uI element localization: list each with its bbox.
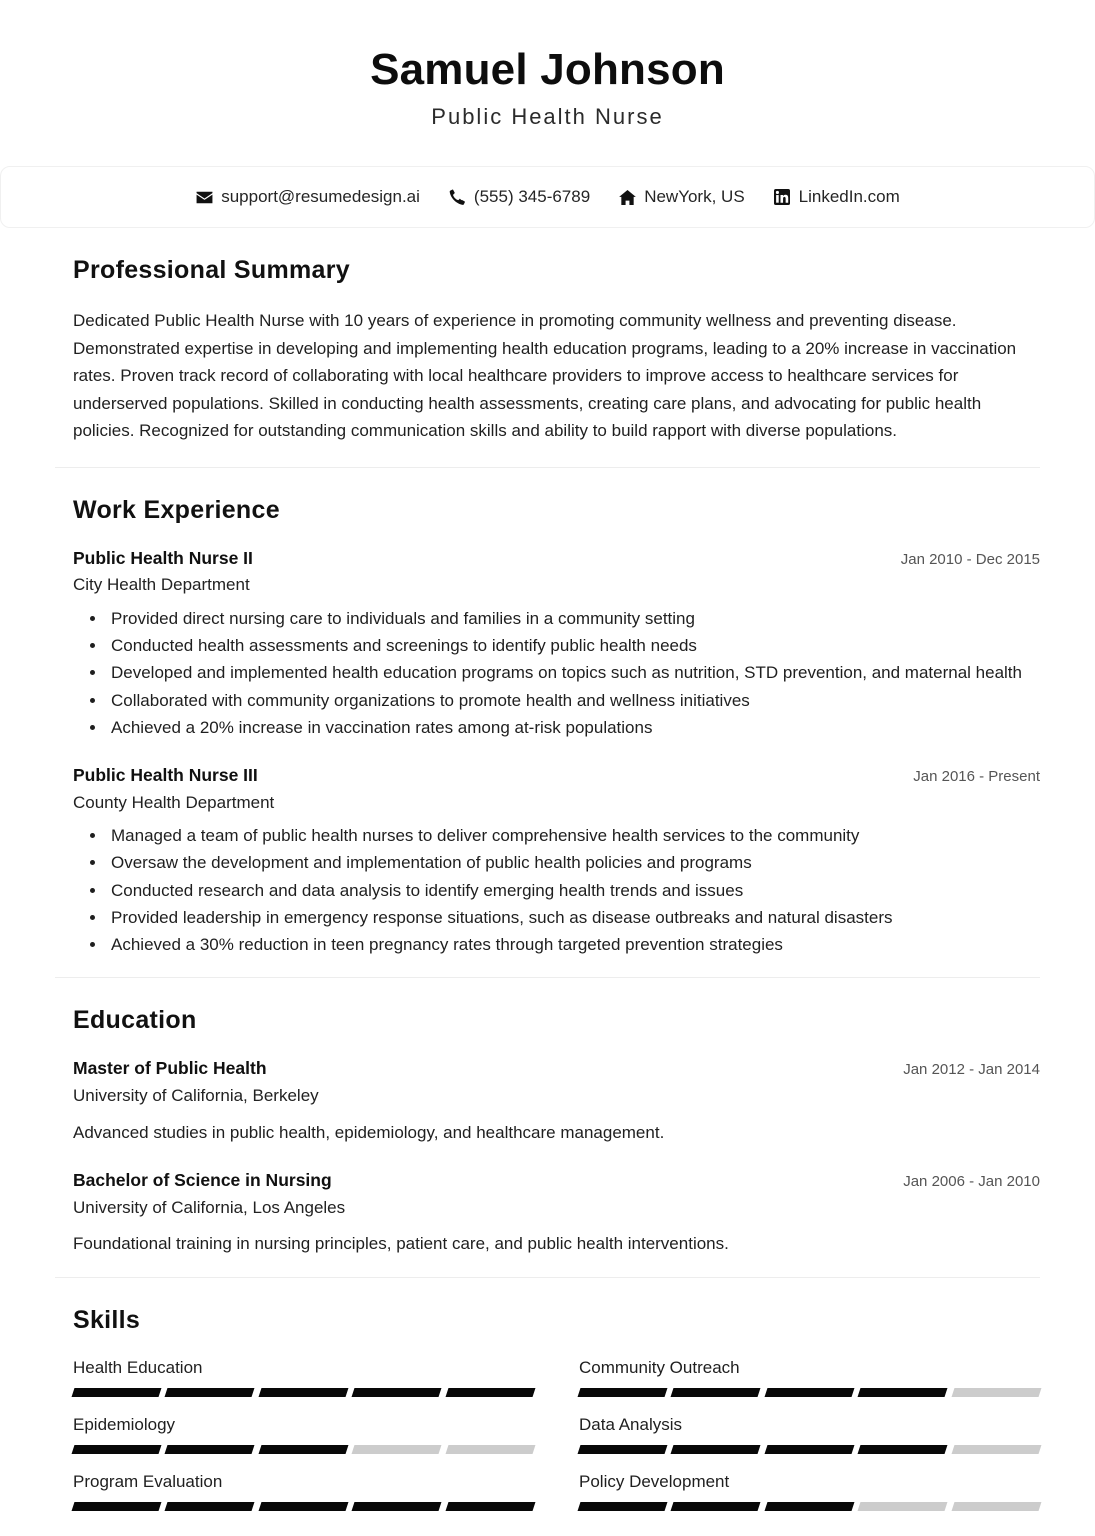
education-entry-list xyxy=(55,1057,1040,1257)
skill-item xyxy=(73,1414,534,1454)
skill-rating-segment xyxy=(72,1388,162,1397)
skill-item xyxy=(73,1471,534,1511)
phone-icon xyxy=(448,188,466,206)
work-entry xyxy=(73,547,1040,740)
contact-email[interactable] xyxy=(195,187,420,207)
work-entry-header xyxy=(73,764,1040,788)
work-bullet: • Conducted research and data analysis to identify emerging health trends and issues xyxy=(107,878,1040,903)
skill-rating-bar xyxy=(579,1388,1040,1397)
work-bullet: • Developed and implemented health education programs on topics such as nutrition, STD prevention, and maternal health xyxy=(107,660,1040,685)
work-entry-header xyxy=(73,547,1040,571)
contact-linkedin[interactable] xyxy=(773,187,900,207)
work-organization: City Health Department xyxy=(73,575,250,595)
skill-rating-segment xyxy=(258,1388,348,1397)
home-icon xyxy=(618,188,636,206)
contact-bar xyxy=(0,166,1095,228)
skill-rating-bar xyxy=(73,1445,534,1454)
work-bullet: • Achieved a 30% reduction in teen pregnancy rates through targeted prevention strategies xyxy=(107,932,1040,957)
skill-label: Policy Development xyxy=(579,1472,730,1492)
work-bullet-list xyxy=(73,823,1040,957)
education-degree: Master of Public Health xyxy=(73,1058,267,1079)
section-professional-summary xyxy=(55,228,1040,467)
page-title: Samuel Johnson xyxy=(370,45,725,94)
education-description: Advanced studies in public health, epidemiology, and healthcare management. xyxy=(73,1122,665,1142)
work-date: Jan 2010 - Dec 2015 xyxy=(900,550,1040,568)
work-bullet: • Managed a team of public health nurses to deliver comprehensive health services to the community xyxy=(107,823,1040,848)
skill-rating-segment xyxy=(578,1445,668,1454)
skill-rating-segment xyxy=(578,1502,668,1511)
work-organization: County Health Department xyxy=(73,792,275,812)
skill-rating-segment xyxy=(165,1388,255,1397)
skill-rating-segment xyxy=(764,1445,854,1454)
section-heading: Education xyxy=(73,1006,197,1035)
envelope-icon xyxy=(195,188,213,206)
work-bullet-list xyxy=(73,606,1040,740)
work-bullet: • Conducted health assessments and screenings to identify public health needs xyxy=(107,633,1040,658)
education-date: Jan 2006 - Jan 2010 xyxy=(903,1173,1040,1191)
education-entry-header xyxy=(73,1169,1040,1193)
section-heading: Work Experience xyxy=(73,495,280,524)
section-education xyxy=(55,977,1040,1277)
skill-rating-segment xyxy=(445,1388,535,1397)
contact-text: LinkedIn.com xyxy=(798,187,900,207)
skill-item xyxy=(579,1414,1040,1454)
skill-rating-bar xyxy=(579,1502,1040,1511)
skill-rating-segment xyxy=(165,1502,255,1511)
section-heading: Skills xyxy=(73,1305,141,1334)
skill-rating-segment xyxy=(258,1502,348,1511)
skill-rating-segment xyxy=(258,1445,348,1454)
work-bullet: • Oversaw the development and implementation of public health policies and programs xyxy=(107,850,1040,875)
work-bullet: • Achieved a 20% increase in vaccination rates among at-risk populations xyxy=(107,715,1040,740)
contact-phone[interactable] xyxy=(448,187,590,207)
section-skills xyxy=(55,1277,1040,1527)
work-entry-list xyxy=(55,547,1040,957)
skill-rating-bar xyxy=(73,1388,534,1397)
skill-label: Health Education xyxy=(73,1357,203,1377)
skill-rating-segment xyxy=(671,1502,761,1511)
education-school: University of California, Berkeley xyxy=(73,1085,319,1105)
work-date: Jan 2016 - Present xyxy=(913,767,1040,785)
skill-label: Community Outreach xyxy=(579,1357,740,1377)
work-role: Public Health Nurse II xyxy=(73,547,253,568)
contact-location[interactable] xyxy=(618,187,744,207)
skills-grid xyxy=(73,1357,1040,1511)
section-heading: Professional Summary xyxy=(73,256,350,285)
skill-rating-segment xyxy=(578,1388,668,1397)
skill-rating-segment xyxy=(352,1388,442,1397)
linkedin-icon xyxy=(773,188,791,206)
education-date: Jan 2012 - Jan 2014 xyxy=(903,1061,1040,1079)
skill-label: Epidemiology xyxy=(73,1415,176,1435)
skill-rating-segment xyxy=(671,1388,761,1397)
education-degree: Bachelor of Science in Nursing xyxy=(73,1170,332,1191)
education-entry-header xyxy=(73,1057,1040,1081)
skill-rating-segment xyxy=(352,1445,442,1454)
contact-text: NewYork, US xyxy=(644,187,745,207)
work-entry xyxy=(73,764,1040,957)
skill-label: Data Analysis xyxy=(579,1415,682,1435)
education-entry xyxy=(73,1057,1040,1145)
skill-rating-segment xyxy=(764,1388,854,1397)
skill-rating-segment xyxy=(951,1445,1041,1454)
education-description: Foundational training in nursing principles, patient care, and public health interventions. xyxy=(73,1234,729,1254)
skill-rating-segment xyxy=(445,1502,535,1511)
skill-rating-segment xyxy=(858,1445,948,1454)
education-school: University of California, Los Angeles xyxy=(73,1197,346,1217)
skill-label: Program Evaluation xyxy=(73,1472,223,1492)
skill-rating-segment xyxy=(445,1445,535,1454)
skill-rating-segment xyxy=(951,1388,1041,1397)
work-bullet: • Collaborated with community organizations to promote health and wellness initiatives xyxy=(107,688,1040,713)
section-work-experience xyxy=(55,467,1040,977)
skill-rating-segment xyxy=(72,1502,162,1511)
contact-text: (555) 345-6789 xyxy=(473,187,591,207)
skill-rating-segment xyxy=(951,1502,1041,1511)
skill-rating-segment xyxy=(671,1445,761,1454)
skill-item xyxy=(73,1357,534,1397)
job-title: Public Health Nurse xyxy=(431,104,664,130)
skill-rating-segment xyxy=(858,1502,948,1511)
work-bullet: • Provided leadership in emergency response situations, such as disease outbreaks and natural disasters xyxy=(107,905,1040,930)
skill-rating-segment xyxy=(165,1445,255,1454)
summary-text: Dedicated Public Health Nurse with 10 years of experience in promoting community wellness and preventing disease. Demonstrated expertise in developing and implementing health education programs, leading to a 20% increase in vaccination rates. Proven track record of collaborating with local healthcare providers to improve access to healthcare services for underserved populations. Skilled in conducting health assessments, creating care plans, and advocating for public health policies. Recognized for outstanding communication skills and ability to build rapport with diverse populations. xyxy=(73,311,1017,441)
skill-rating-segment xyxy=(352,1502,442,1511)
skill-rating-segment xyxy=(858,1388,948,1397)
skill-rating-bar xyxy=(579,1445,1040,1454)
resume-header xyxy=(0,0,1095,160)
skill-rating-segment xyxy=(72,1445,162,1454)
work-role: Public Health Nurse III xyxy=(73,764,258,785)
contact-text: support@resumedesign.ai xyxy=(221,187,420,207)
skill-rating-segment xyxy=(764,1502,854,1511)
skill-item xyxy=(579,1471,1040,1511)
skill-item xyxy=(579,1357,1040,1397)
education-entry xyxy=(73,1169,1040,1257)
skill-rating-bar xyxy=(73,1502,534,1511)
work-bullet: • Provided direct nursing care to individuals and families in a community setting xyxy=(107,606,1040,631)
